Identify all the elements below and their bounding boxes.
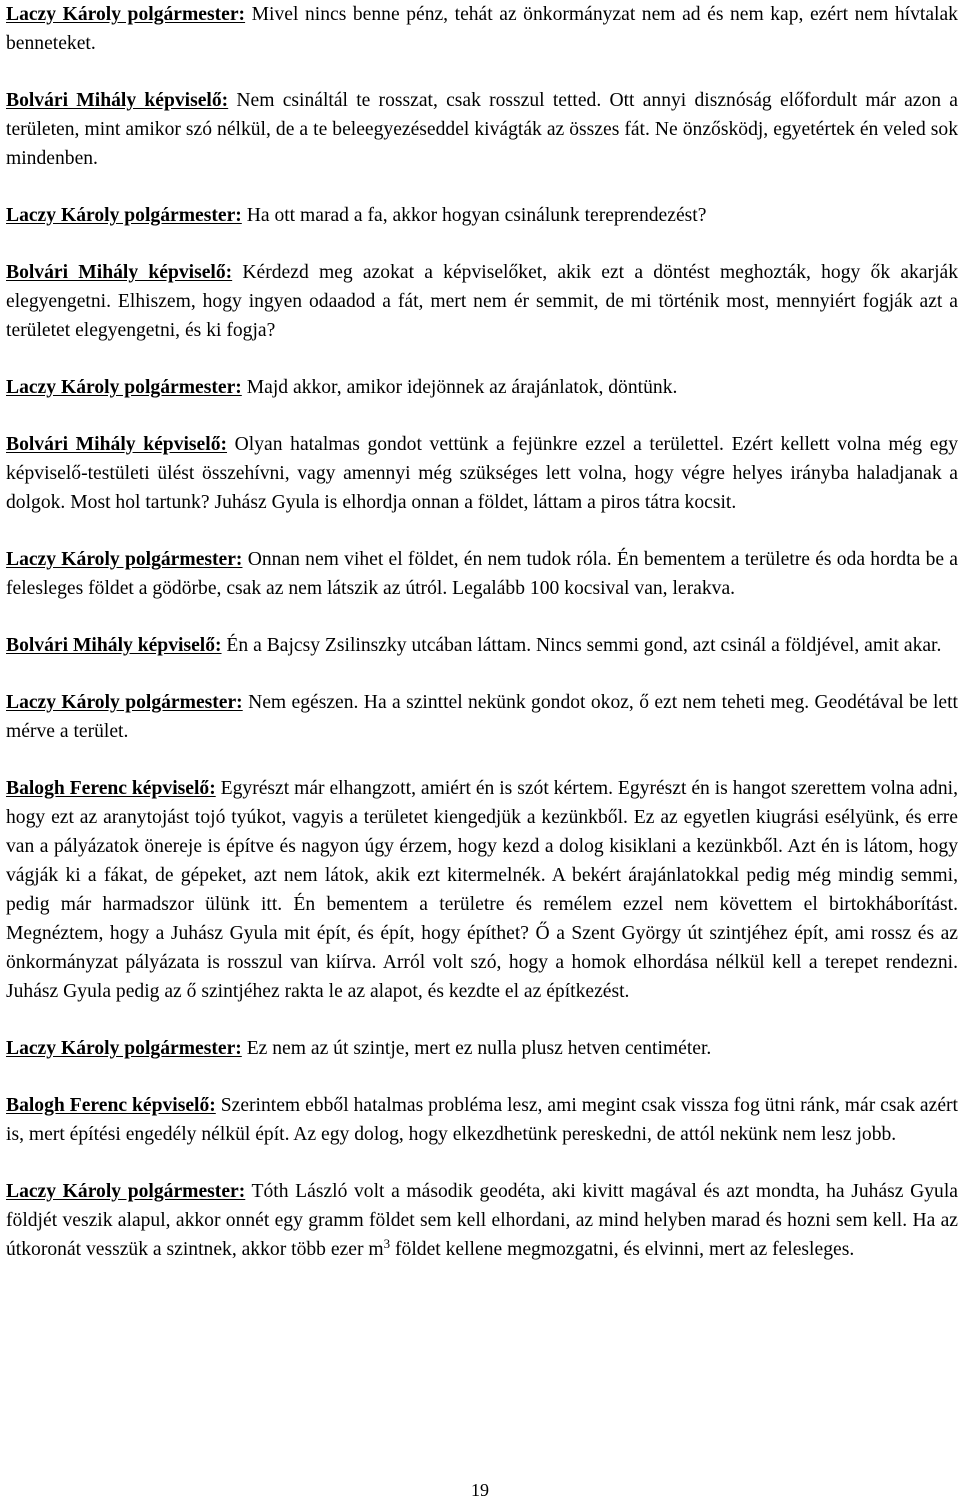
speech-text: Szerintem ebből hatalmas probléma lesz, ami megint csak vissza fog ütni ránk, már csak azért is, mert építési engedély nélkül épít. Az egy dolog, hogy elkezdhetünk pereskedni, de attól nekünk nem lesz jobb. [6, 1095, 958, 1145]
speech-text: Olyan hatalmas gondot vettünk a fejünkre ezzel a területtel. Ezért kellett volna még egy képviselő-testületi ülést összehívni, vagy amennyi még szükséges lett volna, hogy végre helyes irányba haladjanak a dolgok. Most hol tartunk? Juhász Gyula is elhordja onnan a földet, láttam a piros tátra kocsit. [6, 434, 958, 513]
transcript-paragraph [6, 86, 958, 173]
speech-text: Egyrészt már elhangzott, amiért én is szót kértem. Egyrészt én is hangot szerettem volna adni, hogy ezt az aranytojást tojó tyúkot, vagyis a területet kiengedjük a kezünkből. Ez az egyetlen kiugrási esélyünk, és erre van a pályázatok önereje is építve és nagyon úgy érzem, hogy kezd a dolog kisiklani a kezünkből. Azt én is látom, hogy vágják ki a fákat, de gépeket, azt nem látok, akik ezt kitermelnék. A bekért árajánlatokkal pedig még mindig semmi, pedig már harmadszor ülünk itt. Én bementem a területre és remélem ezzel nem követtem el birtokháborítást. Megnéztem, hogy a Juhász Gyula mit épít, és épít, hogy építhet? Ő a Szent György út szintjéhez épít, ami rossz és az önkormányzat pályázata is rosszul van kiírva. Arról volt szó, hogy a homok elhordása nélkül kell a terepet rendezni. Juhász Gyula pedig az ő szintjéhez rakta le az alapot, és kezdte el az építkezést. [6, 778, 958, 1002]
speaker-name: Laczy Károly polgármester: [6, 205, 242, 226]
speaker-name: Balogh Ferenc képviselő: [6, 1095, 216, 1116]
speech-text: Onnan nem vihet el földet, én nem tudok róla. Én bementem a területre és oda hordta be a felesleges földet a gödörbe, csak az nem látszik az útról. Legalább 100 kocsival van, lerakva. [6, 549, 958, 599]
transcript-paragraph [6, 373, 958, 402]
speech-text: Tóth László volt a második geodéta, aki kivitt magával és azt mondta, ha Juhász Gyula földjét veszik alapul, akkor onnét egy gramm földet sem kell elhordani, az mind helyben marad és hozni sem kell. Ha az útkoronát vesszük a szintnek, akkor több ezer m [6, 1181, 958, 1260]
speech-text: Nem csináltál te rosszat, csak rosszul tetted. Ott annyi disznóság előfordult már azon a területen, mint amikor szó nélkül, de a te beleegyezéseddel kivágták az összes fát. Ne önzősködj, egyetértek én veled sok mindenben. [6, 90, 959, 169]
speaker-name: Bolvári Mihály képviselő: [6, 262, 233, 283]
speaker-name: Laczy Károly polgármester: [6, 692, 243, 713]
speaker-name: Laczy Károly polgármester: [6, 4, 246, 25]
speech-text: Nem egészen. Ha a szinttel nekünk gondot okoz, ő ezt nem teheti meg. Geodétával be lett mérve a terület. [6, 692, 958, 742]
speech-text-continued: földet kellene megmozgatni, és elvinni, mert az felesleges. [390, 1239, 855, 1260]
speaker-name: Balogh Ferenc képviselő: [6, 778, 216, 799]
transcript-paragraph [6, 0, 958, 58]
speech-text: Majd akkor, amikor idejönnek az árajánlatok, döntünk. [241, 377, 678, 398]
transcript-paragraph [6, 688, 958, 746]
speech-text: Ha ott marad a fa, akkor hogyan csinálunk tereprendezést? [241, 205, 707, 226]
transcript-paragraph [6, 201, 958, 230]
speech-text: Ez nem az út szintje, mert ez nulla plusz hetven centiméter. [241, 1038, 712, 1059]
transcript-paragraph [6, 631, 958, 660]
speaker-name: Laczy Károly polgármester: [6, 1181, 246, 1202]
speech-text: Kérdezd meg azokat a képviselőket, akik ezt a döntést meghozták, hogy ők akarják elegyengetni. Elhiszem, hogy ingyen odaadod a fát, mert nem ér semmit, de mi történik most, mennyiért fogják azt a területet elegyengetni, és ki fogja? [6, 262, 959, 341]
speaker-name: Laczy Károly polgármester: [6, 1038, 242, 1059]
superscript-exponent: 3 [383, 1236, 391, 1251]
speaker-name: Bolvári Mihály képviselő: [6, 90, 229, 111]
transcript-paragraph [6, 545, 958, 603]
document-page [6, 0, 958, 1292]
speaker-name: Laczy Károly polgármester: [6, 377, 242, 398]
transcript-paragraph [6, 1177, 958, 1264]
transcript-paragraph [6, 1034, 958, 1063]
page-number: 19 [471, 1480, 489, 1500]
speaker-name: Laczy Károly polgármester: [6, 549, 243, 570]
transcript-paragraph [6, 1091, 958, 1149]
speech-text: Én a Bajcsy Zsilinszky utcában láttam. Nincs semmi gond, azt csinál a földjével, amit akar. [221, 635, 942, 656]
transcript-paragraph [6, 258, 958, 345]
speaker-name: Bolvári Mihály képviselő: [6, 635, 222, 656]
speaker-name: Bolvári Mihály képviselő: [6, 434, 228, 455]
transcript-paragraph [6, 430, 958, 517]
speech-text: Mivel nincs benne pénz, tehát az önkormányzat nem ad és nem kap, ezért nem hívtalak benneteket. [6, 4, 958, 54]
transcript-paragraph [6, 774, 958, 1006]
